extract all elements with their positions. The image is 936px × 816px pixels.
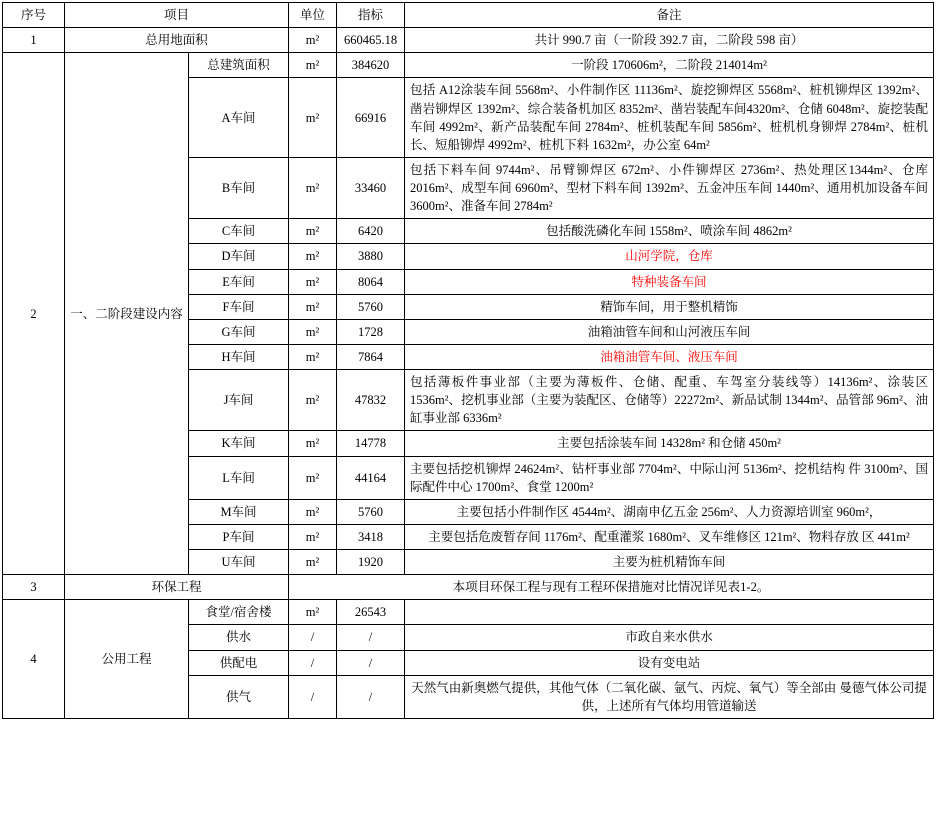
row-value: 14778 — [337, 431, 405, 456]
row-unit: / — [289, 675, 337, 718]
row-remark: 本项目环保工程与现有工程环保措施对比情况详见表1-2。 — [289, 575, 934, 600]
row-remark: 主要包括涂装车间 14328m² 和仓储 450m² — [405, 431, 934, 456]
row-subitem-label: D车间 — [189, 244, 289, 269]
row-unit: m² — [289, 78, 337, 158]
row-value: 1728 — [337, 319, 405, 344]
row-subitem-label: U车间 — [189, 550, 289, 575]
row-value: 3880 — [337, 244, 405, 269]
row-unit: m² — [289, 294, 337, 319]
row-remark: 主要包括危废暂存间 1176m²、配重灌浆 1680m²、叉车维修区 121m²、物料存放 区 441m² — [405, 524, 934, 549]
row-remark: 特种装备车间 — [405, 269, 934, 294]
row-unit: / — [289, 625, 337, 650]
row-remark: 包括下料车间 9744m²、吊臂铆焊区 672m²、小件铆焊区 2736m²、热处理区1344m²、仓库 2016m²、成型车间 6960m²、型材下料车间 1392m²、五金冲压车间 1440m²、通用机加设备车间 3600m²、准备车间 2784m² — [405, 157, 934, 218]
row-remark: 主要包括小件制作区 4544m²、湖南申亿五金 256m²、人力资源培训室 960m²， — [405, 499, 934, 524]
table-row — [3, 600, 934, 625]
row-subitem-label: K车间 — [189, 431, 289, 456]
row-subitem-label: B车间 — [189, 157, 289, 218]
row-remark: 主要为桩机精饰车间 — [405, 550, 934, 575]
row-unit: m² — [289, 524, 337, 549]
row-sequence-number: 1 — [3, 28, 65, 53]
row-remark: 一阶段 170606m²，二阶段 214014m² — [405, 53, 934, 78]
table-row — [3, 53, 934, 78]
row-subitem-label: 食堂/宿舍楼 — [189, 600, 289, 625]
row-value: 47832 — [337, 370, 405, 431]
row-value: 6420 — [337, 219, 405, 244]
row-remark: 精饰车间，用于整机精饰 — [405, 294, 934, 319]
row-value: / — [337, 650, 405, 675]
table-header-row — [3, 3, 934, 28]
column-header: 项目 — [65, 3, 289, 28]
row-unit: m² — [289, 499, 337, 524]
row-value: 5760 — [337, 294, 405, 319]
row-subitem-label: J车间 — [189, 370, 289, 431]
row-unit: m² — [289, 344, 337, 369]
row-subitem-label: L车间 — [189, 456, 289, 499]
row-remark: 包括酸洗磷化车间 1558m²、喷涂车间 4862m² — [405, 219, 934, 244]
column-header: 序号 — [3, 3, 65, 28]
column-header: 备注 — [405, 3, 934, 28]
row-item-label: 一、二阶段建设内容 — [65, 53, 189, 575]
row-subitem-label: F车间 — [189, 294, 289, 319]
row-subitem-label: 供气 — [189, 675, 289, 718]
row-unit: m² — [289, 550, 337, 575]
table-row — [3, 575, 934, 600]
row-value: 5760 — [337, 499, 405, 524]
row-remark: 设有变电站 — [405, 650, 934, 675]
row-subitem-label: C车间 — [189, 219, 289, 244]
row-subitem-label: E车间 — [189, 269, 289, 294]
row-unit: m² — [289, 431, 337, 456]
row-unit: m² — [289, 456, 337, 499]
row-remark: 主要包括挖机铆焊 24624m²、钻杆事业部 7704m²、中际山河 5136m²、挖机结构 件 3100m²、国际配件中心 1700m²、食堂 1200m² — [405, 456, 934, 499]
row-unit: m² — [289, 157, 337, 218]
row-remark: 包括 A12涂装车间 5568m²、小件制作区 11136m²、旋挖铆焊区 5568m²、桩机铆焊区 1392m²、凿岩铆焊区 1392m²、综合装备机加区 8352m²、凿岩装配车间4320m²、仓储 6048m²、旋挖装配车间 4992m²、新产品装配车间 2784m²、桩机装配车间 5856m²、桩机机身铆焊 2784m²、桩机长、短船铆焊 4992m²、桩机下料 1632m²，办公室 64m² — [405, 78, 934, 158]
row-sequence-number: 3 — [3, 575, 65, 600]
row-unit: m² — [289, 269, 337, 294]
row-remark: 油箱油管车间、液压车间 — [405, 344, 934, 369]
row-subitem-label: 供配电 — [189, 650, 289, 675]
row-subitem-label: P车间 — [189, 524, 289, 549]
row-value: 26543 — [337, 600, 405, 625]
column-header: 单位 — [289, 3, 337, 28]
row-value: 8064 — [337, 269, 405, 294]
row-subitem-label: M车间 — [189, 499, 289, 524]
row-value: 33460 — [337, 157, 405, 218]
column-header: 指标 — [337, 3, 405, 28]
row-value: 660465.18 — [337, 28, 405, 53]
row-remark: 市政自来水供水 — [405, 625, 934, 650]
row-item-label: 公用工程 — [65, 600, 189, 719]
row-remark: 山河学院，仓库 — [405, 244, 934, 269]
row-unit: m² — [289, 244, 337, 269]
row-unit: m² — [289, 53, 337, 78]
row-remark: 包括薄板件事业部（主要为薄板件、仓储、配重、车驾室分装线等）14136m²、涂装区 1536m²、挖机事业部（主要为装配区、仓储等）22272m²、新品试制 1344m²、品管部 96m²、油缸事业部 6336m² — [405, 370, 934, 431]
row-value: 384620 — [337, 53, 405, 78]
row-value: 44164 — [337, 456, 405, 499]
row-unit: m² — [289, 28, 337, 53]
row-value: 7864 — [337, 344, 405, 369]
row-remark: 油箱油管车间和山河液压车间 — [405, 319, 934, 344]
row-subitem-label: 总建筑面积 — [189, 53, 289, 78]
row-subitem-label: G车间 — [189, 319, 289, 344]
row-value: 1920 — [337, 550, 405, 575]
row-value: 3418 — [337, 524, 405, 549]
row-remark: 天然气由新奥燃气提供，其他气体（二氧化碳、氩气、丙烷、氧气）等全部由 曼德气体公司提供，上述所有气体均用管道输送 — [405, 675, 934, 718]
row-subitem-label: H车间 — [189, 344, 289, 369]
project-overview-table — [2, 2, 934, 719]
row-value: / — [337, 675, 405, 718]
row-unit: / — [289, 650, 337, 675]
table-row — [3, 28, 934, 53]
row-remark: 共计 990.7 亩（一阶段 392.7 亩，二阶段 598 亩） — [405, 28, 934, 53]
row-value: 66916 — [337, 78, 405, 158]
row-value: / — [337, 625, 405, 650]
row-remark — [405, 600, 934, 625]
row-unit: m² — [289, 319, 337, 344]
row-subitem-label: A车间 — [189, 78, 289, 158]
row-unit: m² — [289, 370, 337, 431]
row-item-label: 环保工程 — [65, 575, 289, 600]
row-item-label: 总用地面积 — [65, 28, 289, 53]
row-sequence-number: 2 — [3, 53, 65, 575]
row-unit: m² — [289, 600, 337, 625]
row-subitem-label: 供水 — [189, 625, 289, 650]
row-sequence-number: 4 — [3, 600, 65, 719]
row-unit: m² — [289, 219, 337, 244]
